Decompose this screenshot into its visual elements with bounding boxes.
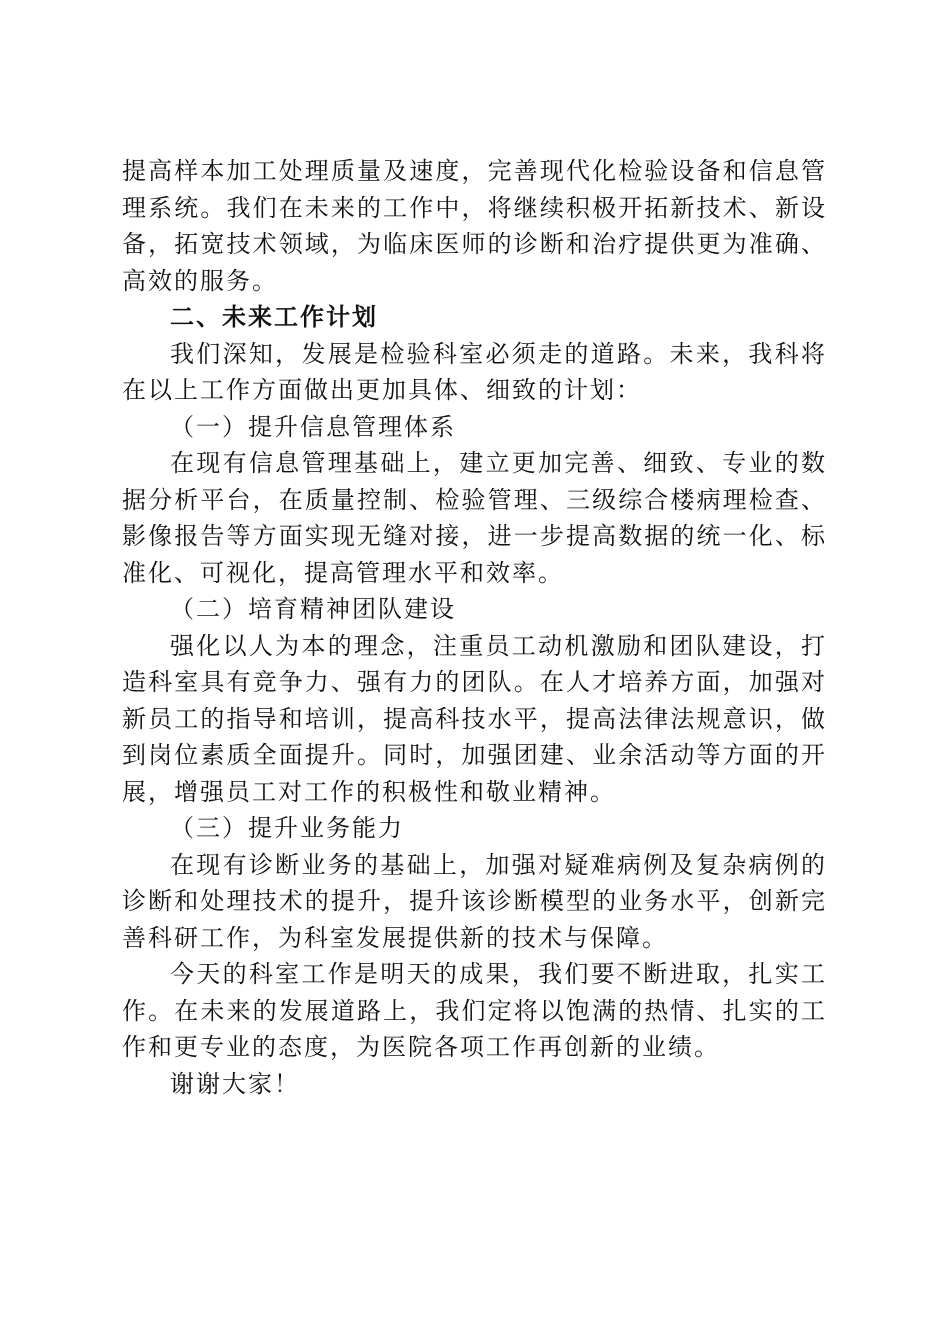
subheading-info-management: （一）提升信息管理体系 [170, 412, 456, 441]
paragraph-team-building: 强化以人为本的理念，注重员工动机激励和团队建设，打造科室具有竞争力、强有力的团队。在人才培养方面，加强对新员工的指导和培训，提高科技水平，提高法律法规意识，做到岗位素质全面提升。同时，加强团建、业余活动等方面的开展，增强员工对工作的积极性和敬业精神。 [122, 631, 827, 806]
paragraph-conclusion: 今天的科室工作是明天的成果，我们要不断进取，扎实工作。在未来的发展道路上，我们定将以饱满的热情、扎实的工作和更专业的态度，为医院各项工作再创新的业绩。 [122, 960, 827, 1061]
paragraph-info-management: 在现有信息管理基础上，建立更加完善、细致、专业的数据分析平台，在质量控制、检验管理、三级综合楼病理检查、影像报告等方面实现无缝对接，进一步提高数据的统一化、标准化、可视化，提高管理水平和效率。 [122, 449, 827, 587]
subheading-business-ability: （三）提升业务能力 [170, 814, 404, 842]
paragraph-continued: 提高样本加工处理质量及速度，完善现代化检验设备和信息管理系统。我们在未来的工作中，将继续积极开拓新技术、新设备，拓宽技术领域，为临床医师的诊断和治疗提供更为准确、高效的服务。 [122, 157, 827, 295]
paragraph-intro: 我们深知，发展是检验科室必须走的道路。未来，我科将在以上工作方面做出更加具体、细致的计划： [122, 339, 827, 404]
document-body [122, 153, 827, 1102]
section-heading-future-plan: 二、未来工作计划 [170, 303, 378, 331]
paragraph-thanks: 谢谢大家！ [170, 1069, 300, 1098]
subheading-team-building: （二）培育精神团队建设 [170, 595, 456, 623]
paragraph-business-ability: 在现有诊断业务的基础上，加强对疑难病例及复杂病例的诊断和处理技术的提升，提升该诊断模型的业务水平，创新完善科研工作，为科室发展提供新的技术与保障。 [122, 850, 827, 952]
